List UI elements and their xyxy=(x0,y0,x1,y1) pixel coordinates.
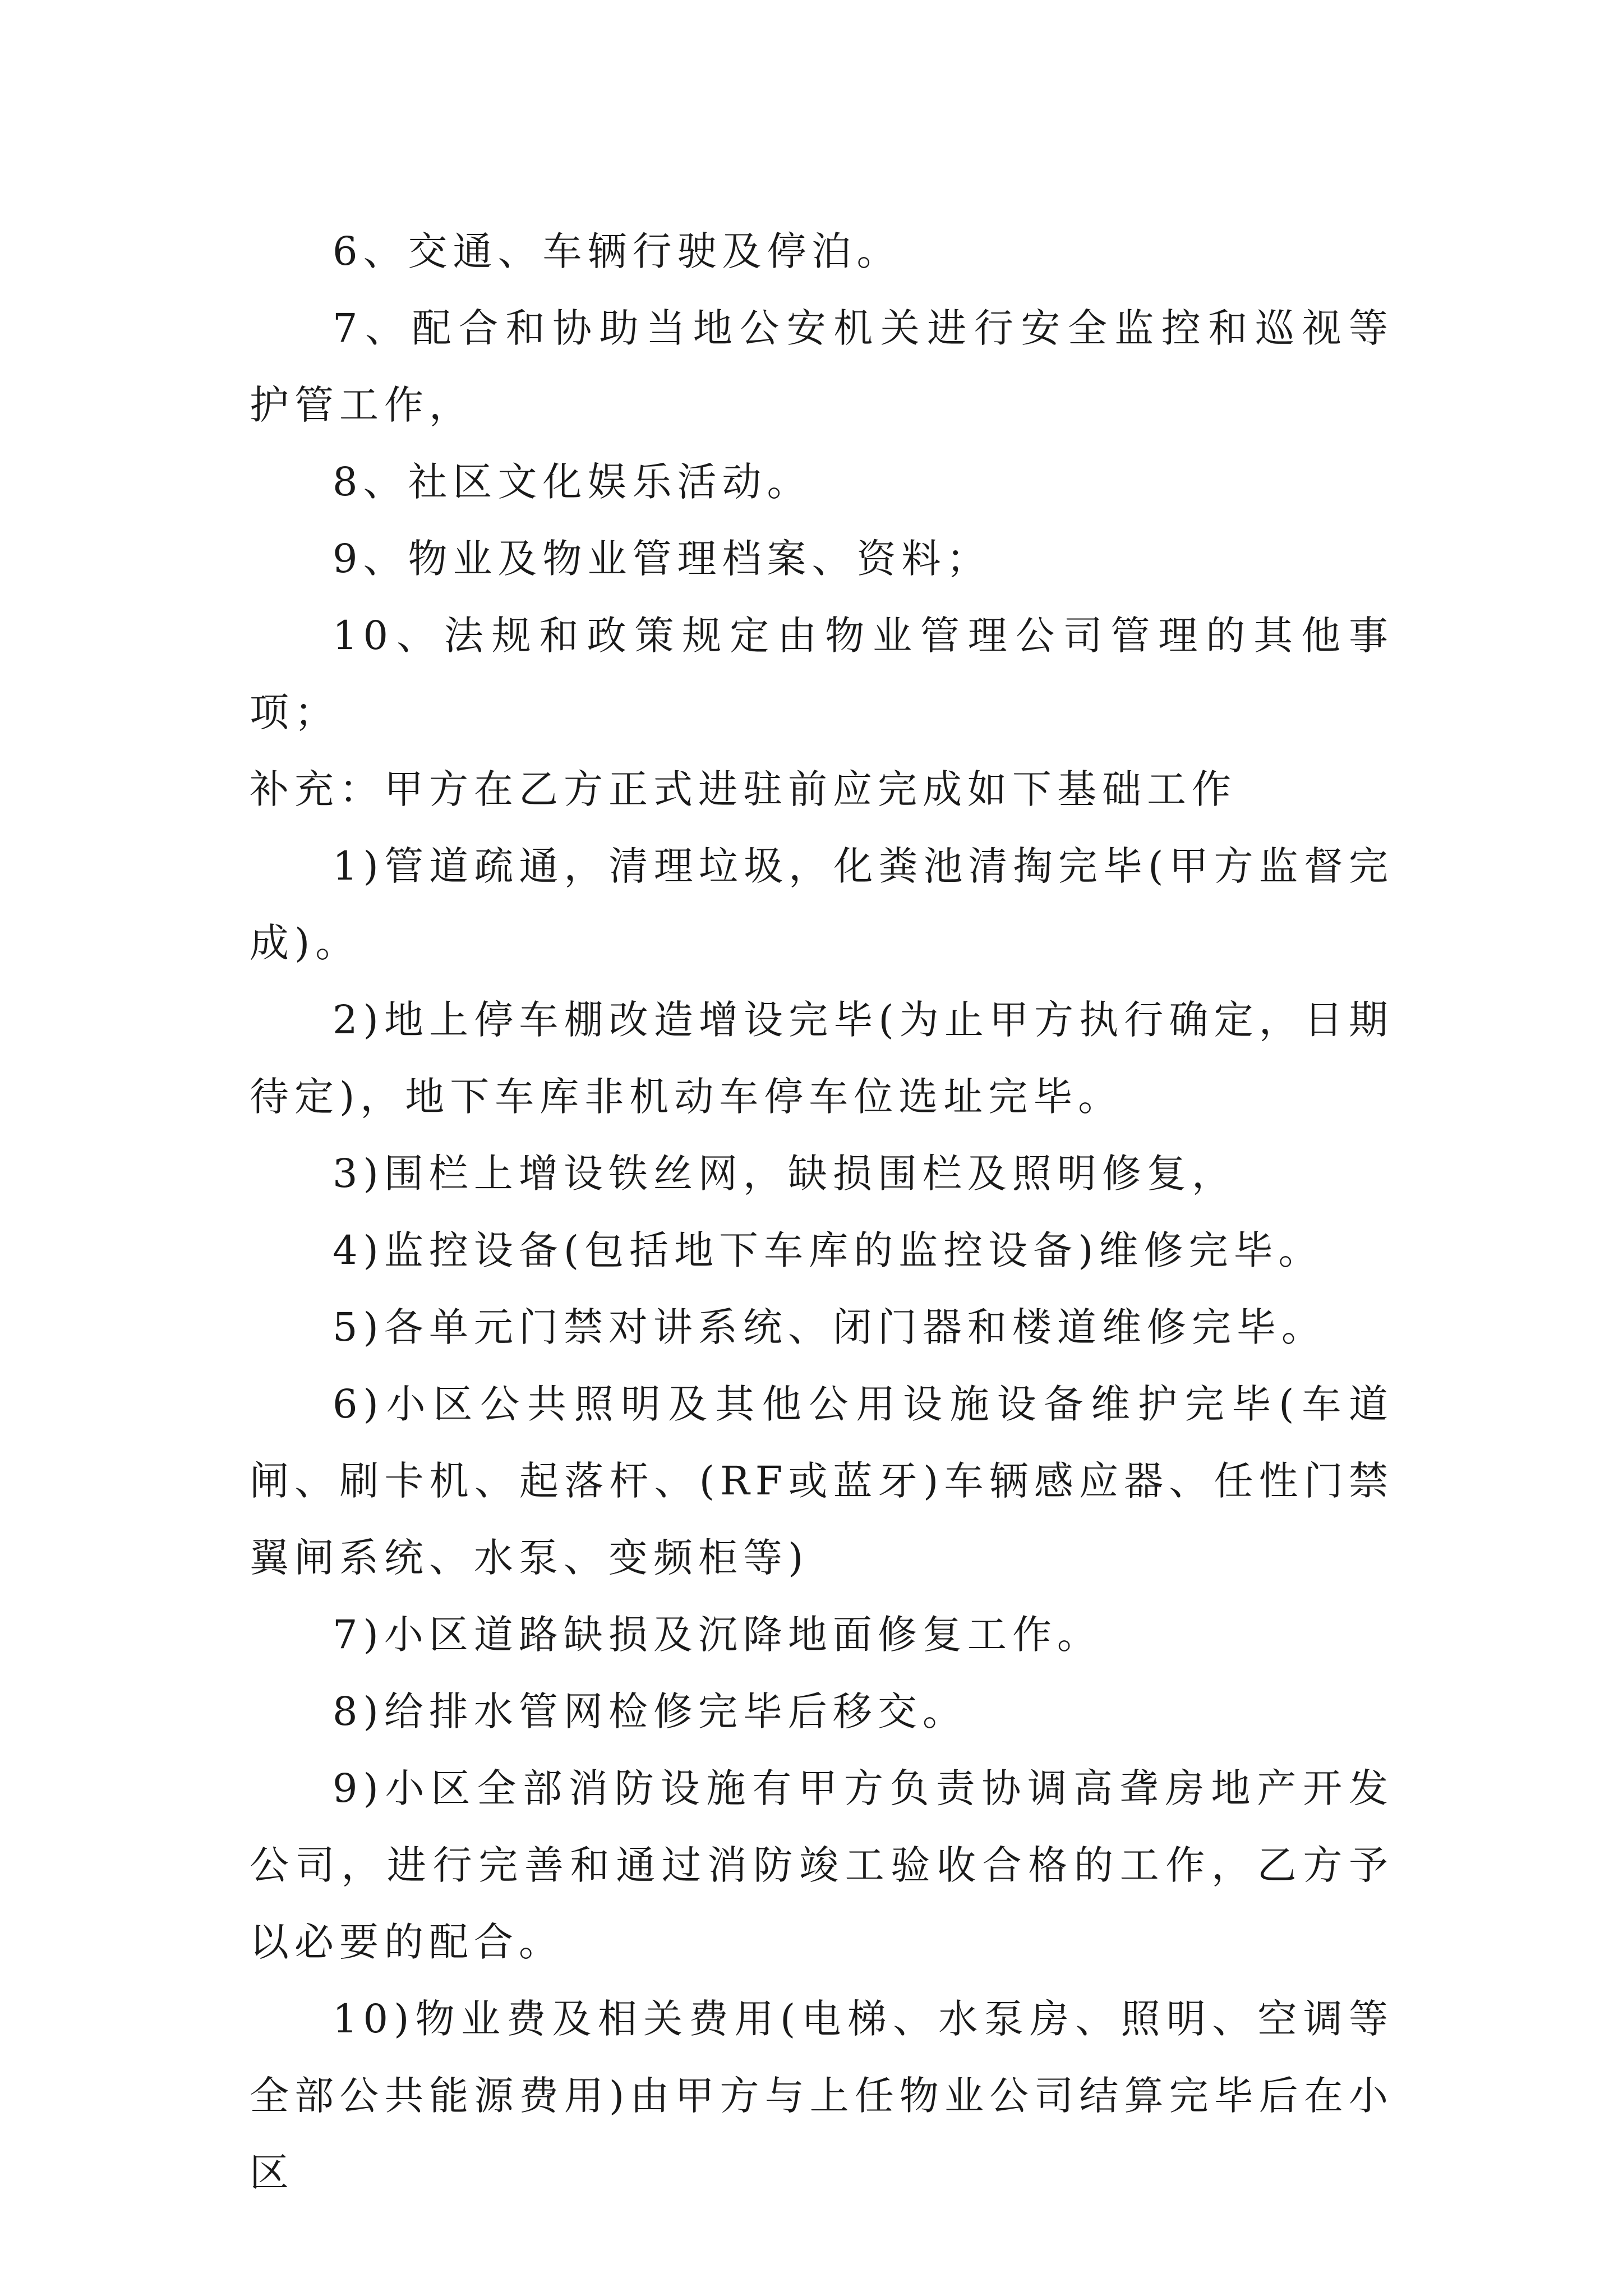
paragraph: 4)监控设备(包括地下车库的监控设备)维修完毕。 xyxy=(333,1227,1324,1273)
paragraph: 5)各单元门禁对讲系统、闭门器和楼道维修完毕。 xyxy=(333,1304,1326,1350)
paragraph: 8、社区文化娱乐活动。 xyxy=(333,459,812,505)
paragraph: 9)小区全部消防设施有甲方负责协调高聋房地产开发公司，进行完善和通过消防竣工验收合格的工作，乙方予以必要的配合。 xyxy=(250,1765,1394,1965)
paragraph: 2)地上停车棚改造增设完毕(为止甲方执行确定，日期待定)，地下车库非机动车停车位选址完毕。 xyxy=(250,997,1394,1120)
paragraph: 3)围栏上增设铁丝网，缺损围栏及照明修复， xyxy=(333,1151,1237,1197)
document-body xyxy=(250,213,1394,2211)
paragraph: 10)物业费及相关费用(电梯、水泵房、照明、空调等全部公共能源费用)由甲方与上任物业公司结算完毕后在小区 xyxy=(250,1996,1394,2196)
paragraph: 9、物业及物业管理档案、资料； xyxy=(333,536,992,582)
paragraph: 8)给排水管网检修完毕后移交。 xyxy=(333,1688,967,1734)
supplement-heading: 补充：甲方在乙方正式进驻前应完成如下基础工作 xyxy=(250,766,1237,812)
paragraph: 6、交通、车辆行驶及停泊。 xyxy=(333,228,902,274)
paragraph: 7、配合和协助当地公安机关进行安全监控和巡视等护管工作， xyxy=(250,305,1394,428)
paragraph: 1)管道疏通，清理垃圾，化粪池清掏完毕(甲方监督完成)。 xyxy=(250,843,1394,966)
paragraph: 7)小区道路缺损及沉降地面修复工作。 xyxy=(333,1612,1102,1658)
paragraph: 10、法规和政策规定由物业管理公司管理的其他事项； xyxy=(250,613,1394,735)
paragraph: 6)小区公共照明及其他公用设施设备维护完毕(车道闸、刷卡机、起落杆、(RF或蓝牙)车辆感应器、任性门禁翼闸系统、水泵、变频柜等) xyxy=(250,1381,1394,1581)
